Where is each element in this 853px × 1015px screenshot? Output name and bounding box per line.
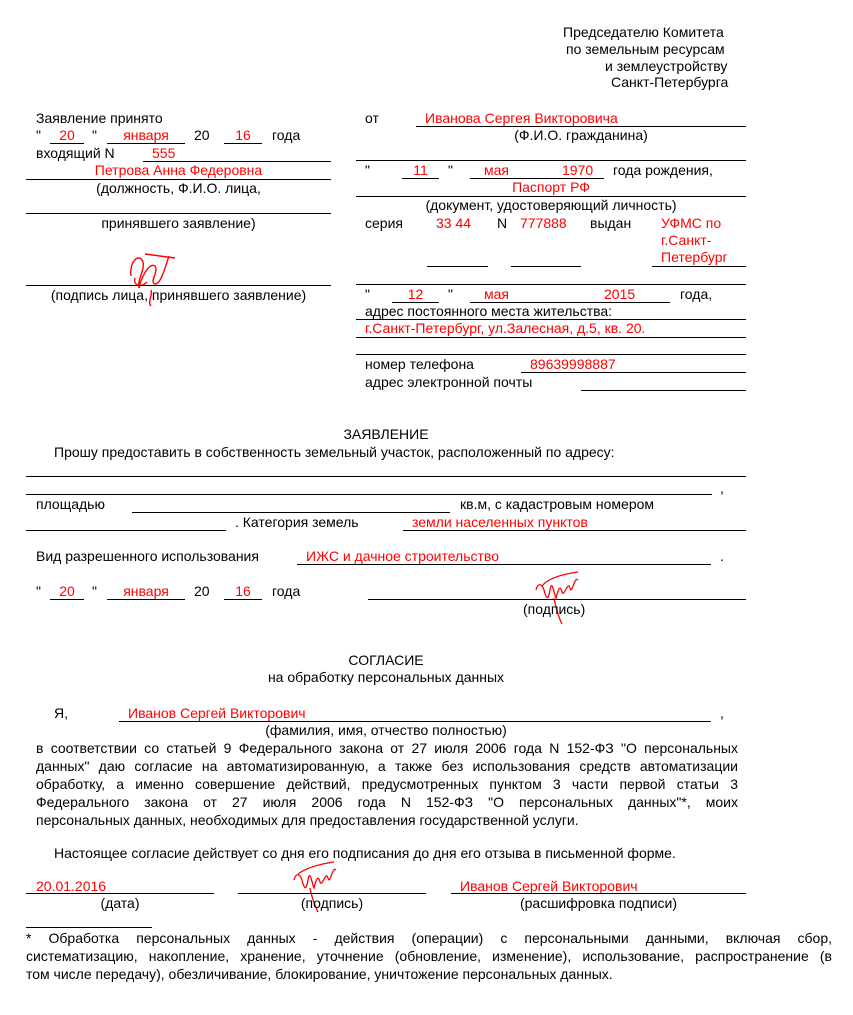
- phone-label: номер телефона: [365, 356, 474, 372]
- underline: [224, 143, 262, 144]
- caption-signature: (подпись лица, принявшего заявление): [50, 287, 307, 303]
- period: .: [720, 548, 724, 564]
- cadastral-label: кв.м, с кадастровым номером: [460, 496, 655, 512]
- underline: [521, 372, 746, 373]
- underline: [26, 213, 331, 214]
- passport-number: 777888: [520, 215, 567, 231]
- land-category: земли населенных пунктов: [412, 514, 588, 530]
- incoming-number: 555: [152, 145, 176, 161]
- phone-number: 89639998887: [530, 356, 616, 372]
- consent-subtitle: на обработку персональных данных: [267, 669, 505, 685]
- caption-name: (фамилия, имя, отчество полностью): [265, 722, 507, 738]
- signature-decoding: Иванов Сергей Викторович: [460, 878, 638, 894]
- underline: [368, 599, 746, 600]
- issue-year-label: года,: [680, 286, 713, 302]
- caption-accepted: принявшего заявление): [101, 215, 256, 231]
- underline: [451, 893, 746, 894]
- comma: ,: [720, 705, 724, 721]
- close-quote: ": [448, 162, 453, 178]
- underline: [107, 599, 185, 600]
- incoming-label: входящий N: [36, 145, 115, 161]
- underline: [238, 893, 426, 894]
- caption-decoding: (расшифровка подписи): [519, 895, 678, 911]
- underline: [26, 476, 746, 477]
- footnote-separator: [26, 927, 152, 928]
- underline: [224, 599, 262, 600]
- receipt-year-word: года: [272, 127, 301, 143]
- number-label: N: [497, 215, 508, 231]
- underline: [581, 390, 746, 391]
- underline: [26, 530, 226, 531]
- issue-month: мая: [484, 286, 509, 302]
- footnote-line: том числе передачу), обезличивание, блокирование, уничтожение персональных данных.: [26, 966, 613, 982]
- consent-body-line: данных" даю согласие на автоматизированную, а также без использования средств автоматизации: [36, 758, 738, 774]
- series-label: серия: [365, 215, 403, 231]
- addressee-line: Санкт-Петербурга: [611, 74, 729, 90]
- caption-position: (должность, Ф.И.О. лица,: [96, 180, 261, 196]
- underline: [50, 599, 84, 600]
- issued-by-line: г.Санкт-: [661, 232, 712, 248]
- statement-title: ЗАЯВЛЕНИЕ: [343, 426, 429, 442]
- accepted-label: Заявление принято: [36, 110, 163, 126]
- close-quote: ": [92, 127, 97, 143]
- statement-year-word: года: [272, 583, 301, 599]
- residence-address: г.Санкт-Петербург, ул.Залесная, д.5, кв. 20.: [365, 320, 646, 336]
- underline: [132, 512, 450, 513]
- underline: [652, 266, 746, 267]
- underline: [356, 284, 746, 285]
- applicant-name: Иванова Сергея Викторовича: [425, 110, 618, 126]
- birth-day: 11: [413, 162, 428, 178]
- consent-title: СОГЛАСИЕ: [348, 652, 424, 668]
- open-quote: ": [365, 162, 370, 178]
- official-name: Петрова Анна Федеровна: [94, 162, 263, 178]
- passport-series: 33 44: [436, 215, 472, 231]
- issued-by-line: Петербург: [661, 249, 728, 265]
- underline: [26, 285, 331, 286]
- footnote-line: систематизацию, накопление, хранение, уточнение (обновление, изменение), использование, распространение (в: [26, 948, 832, 964]
- consent-body-line: обработку, а именно совершение действий, предусмотренных пунктом 3 части первой статьи 3: [36, 776, 738, 792]
- consent-body-line: персональных данных, необходимых для предоставления государственной услуги.: [36, 812, 579, 828]
- underline: [26, 494, 712, 495]
- issue-day: 12: [407, 286, 424, 302]
- birth-month: мая: [484, 162, 509, 178]
- consent-validity: Настоящее согласие действует со дня его подписания до дня его отзыва в письменной форме.: [54, 845, 676, 861]
- i-label: Я,: [54, 705, 68, 721]
- statement-year: 16: [235, 583, 251, 599]
- statement-month: января: [123, 583, 169, 599]
- footnote-line: * Обработка персональных данных - действия (операции) с персональными данными, включая сбор,: [26, 930, 832, 946]
- statement-day: 20: [59, 583, 75, 599]
- underline: [356, 337, 746, 338]
- close-quote: ": [448, 286, 453, 302]
- underline: [356, 160, 746, 161]
- statement-century: 20: [194, 583, 210, 599]
- consent-body-line: Федерального закона от 27 июля 2006 года N 152-ФЗ "О персональных данных"*, моих: [36, 794, 738, 810]
- addressee-line: и землеустройству: [605, 58, 728, 74]
- open-quote: ": [36, 127, 41, 143]
- underline: [107, 143, 185, 144]
- area-label: площадью: [36, 496, 105, 512]
- birth-label: года рождения,: [613, 162, 713, 178]
- permitted-usage: ИЖС и дачное строительство: [306, 548, 499, 564]
- usage-label: Вид разрешенного использования: [36, 548, 259, 564]
- caption-signature: (подпись): [300, 895, 364, 911]
- statement-request: Прошу предоставить в собственность земельный участок, расположенный по адресу:: [54, 444, 615, 460]
- underline: [50, 143, 84, 144]
- caption-document: (документ, удостоверяющий личность): [425, 197, 677, 213]
- email-label: адрес электронной почты: [365, 374, 533, 390]
- open-quote: ": [365, 286, 370, 302]
- receipt-month: января: [123, 127, 169, 143]
- receipt-day: 20: [59, 127, 75, 143]
- underline: [403, 530, 746, 531]
- issued-by-line: УФМС по: [661, 215, 722, 231]
- applicant-signature: [532, 568, 582, 628]
- caption-signature: (подпись): [523, 601, 586, 617]
- underline: [511, 266, 581, 267]
- underline: [427, 266, 488, 267]
- open-quote: ": [36, 583, 41, 599]
- underline: [356, 354, 746, 355]
- comma: ,: [720, 480, 724, 496]
- consent-body-line: в соответствии со статьей 9 Федерального закона от 27 июля 2006 года N 152-ФЗ "О персональных: [36, 740, 738, 756]
- addressee-line: Председателю Комитета: [563, 24, 724, 40]
- receipt-year: 16: [235, 127, 251, 143]
- underline: [26, 893, 214, 894]
- underline: [297, 564, 711, 565]
- address-label: адрес постоянного места жительства:: [365, 303, 613, 319]
- issued-label: выдан: [590, 215, 632, 231]
- close-quote: ": [92, 583, 97, 599]
- consent-date: 20.01.2016: [36, 878, 107, 894]
- from-label: от: [365, 110, 379, 126]
- caption-date: (дата): [100, 895, 140, 911]
- addressee-line: по земельным ресурсам: [566, 41, 725, 57]
- birth-year: 1970: [562, 162, 594, 178]
- consent-name: Иванов Сергей Викторович: [128, 705, 306, 721]
- identity-document: Паспорт РФ: [512, 179, 590, 195]
- receipt-century: 20: [194, 127, 210, 143]
- category-label: . Категория земель: [235, 514, 359, 530]
- caption-fio: (Ф.И.О. гражданина): [514, 127, 648, 143]
- issue-year: 2015: [604, 286, 636, 302]
